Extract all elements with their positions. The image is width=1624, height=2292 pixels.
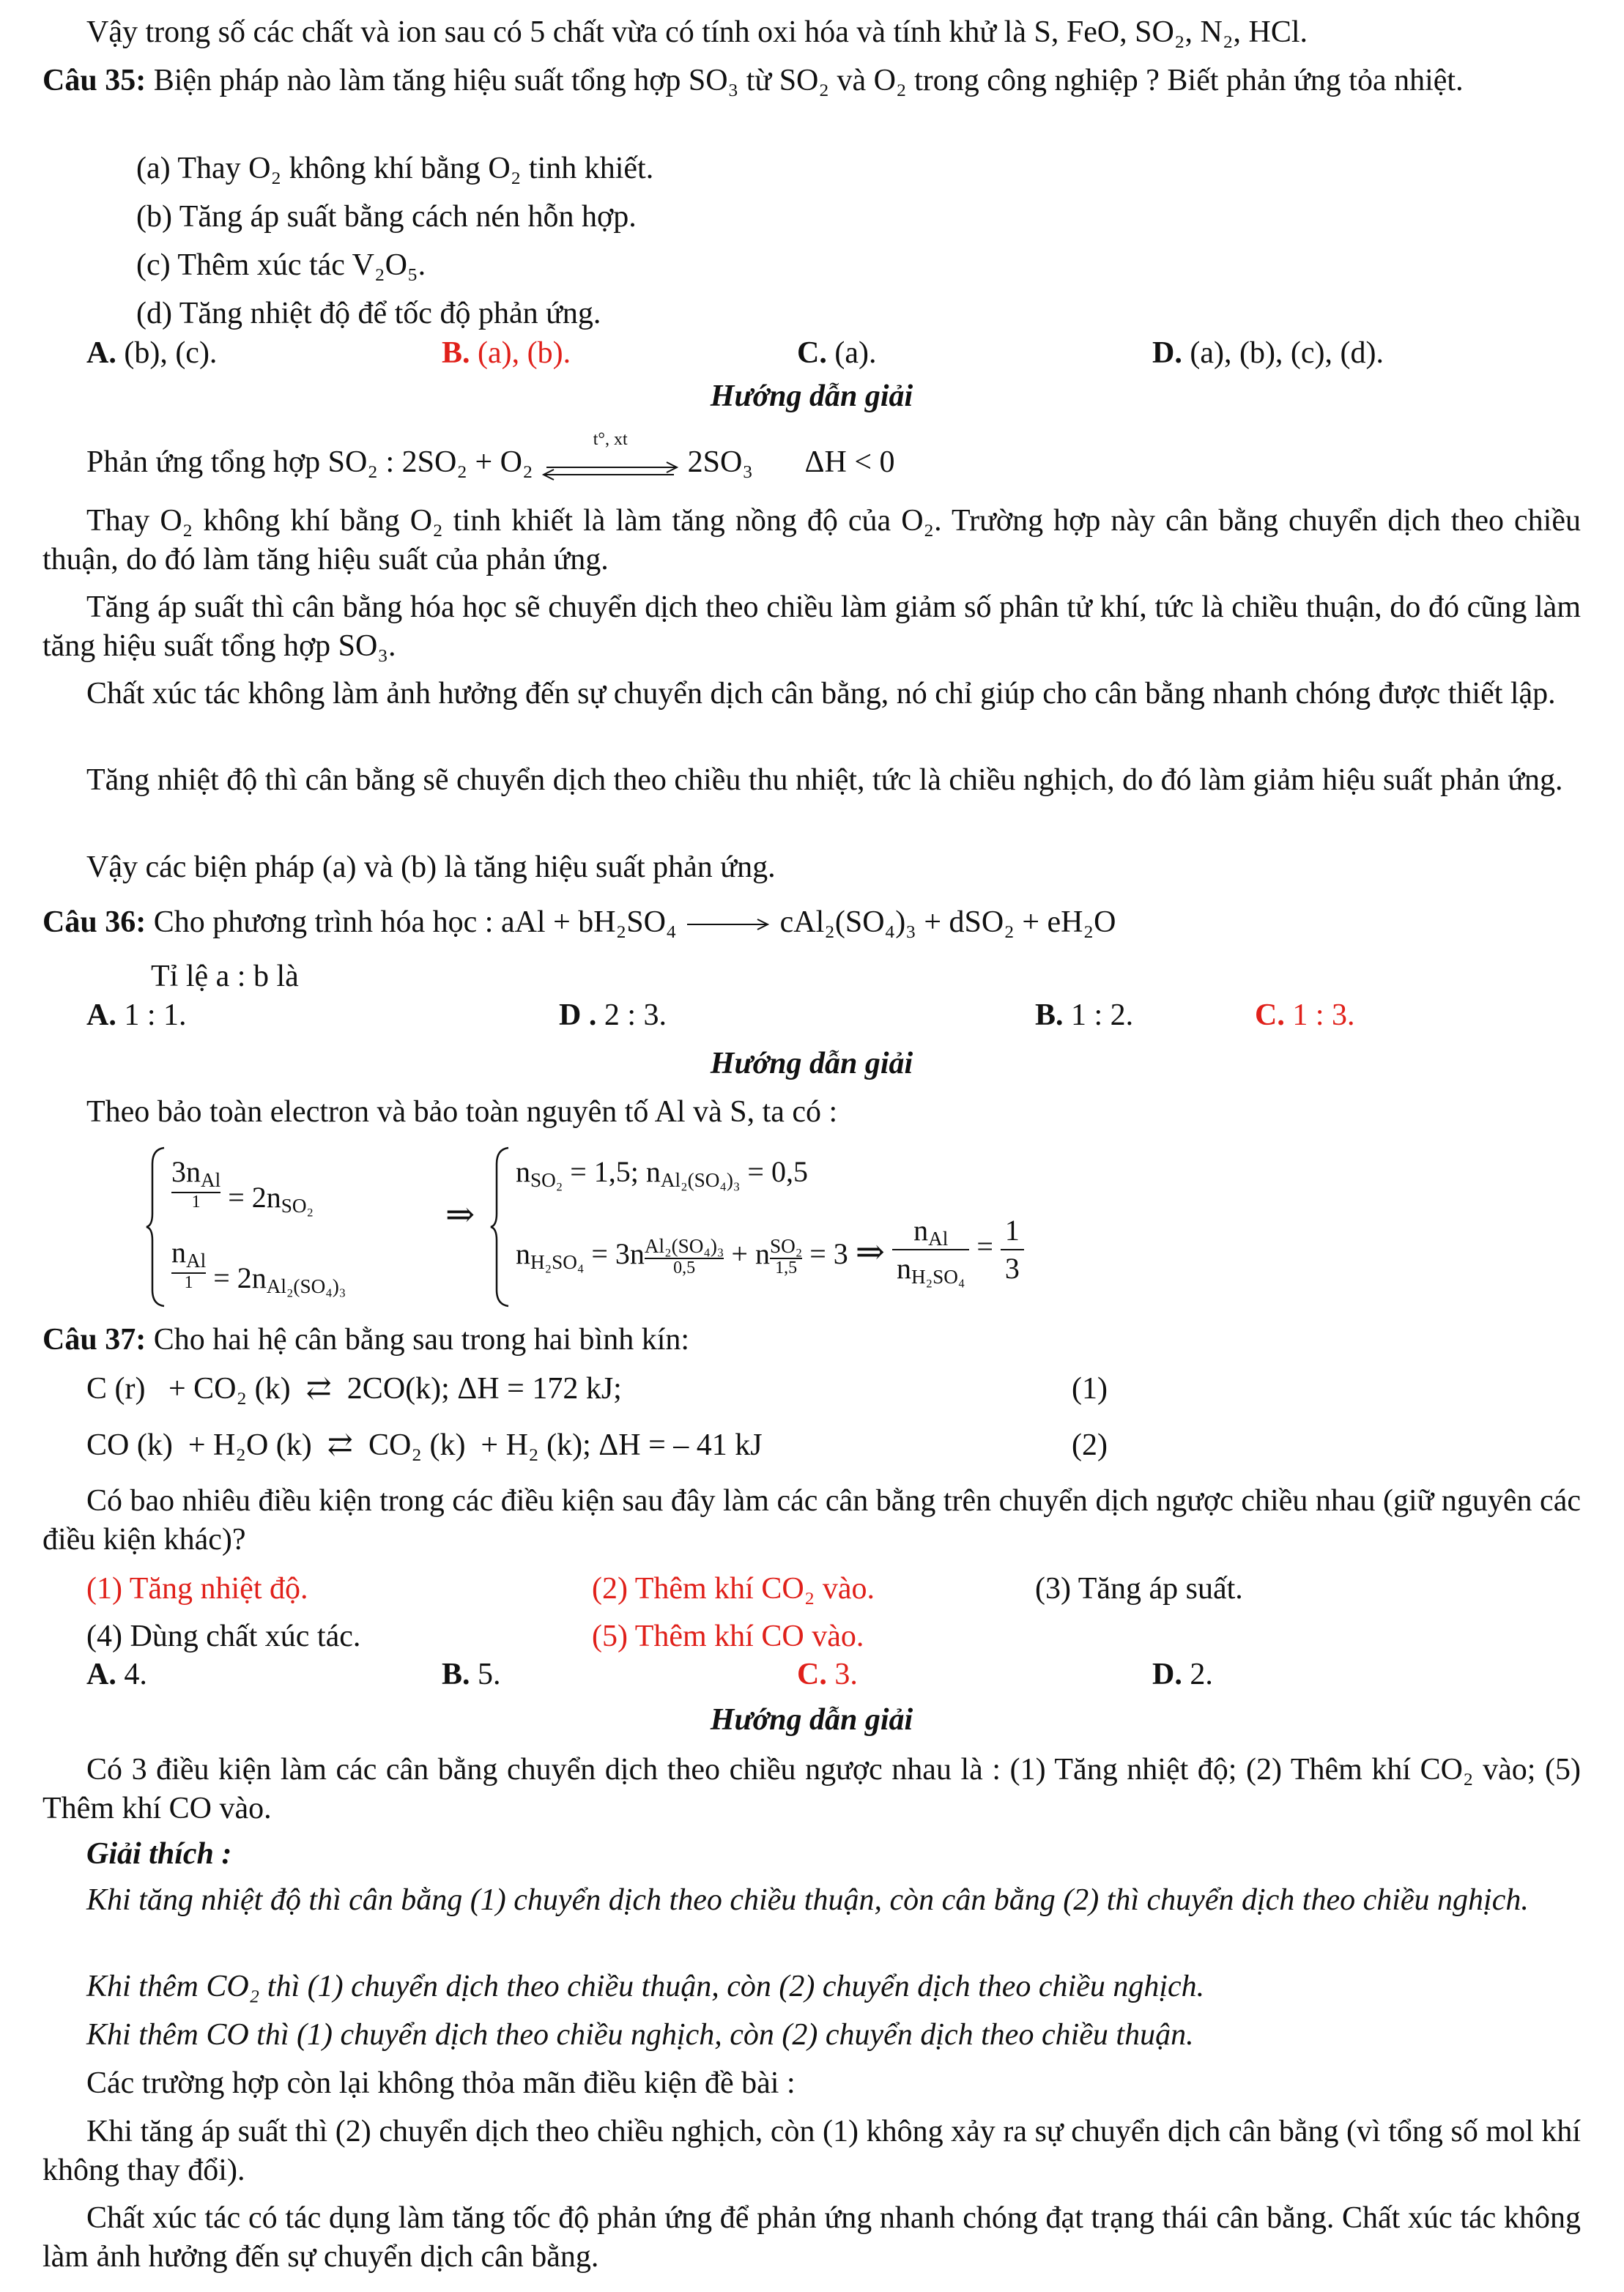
option-letter: C.	[797, 336, 827, 370]
q37-cond-3: (3) Tăng áp suất.	[1035, 1572, 1243, 1606]
reaction-condition: t°, xt	[593, 430, 628, 450]
q35-option-b	[442, 334, 571, 373]
q37-cond-5: (5) Thêm khí CO vào.	[592, 1620, 864, 1653]
q37-eq1-num: (1)	[1072, 1372, 1108, 1406]
left-brace-icon	[145, 1146, 167, 1308]
frac-term: n	[897, 1252, 911, 1285]
mid-sub: SO₂	[769, 1234, 803, 1257]
q37-eq1: C (r) + CO₂ (k) ⇄ 2CO(k); ΔH = 172 kJ;	[86, 1372, 622, 1406]
q36-eq-lhs: aAl + bH₂SO₄	[500, 905, 677, 939]
sys-eq1-lhs	[171, 1154, 220, 1211]
q37-eq2-num: (2)	[1072, 1428, 1108, 1462]
option-text: (a), (b).	[478, 336, 571, 370]
q37-exp2: Khi thêm CO₂ thì (1) chuyển dịch theo chiều thuận, còn (2) chuyển dịch theo chiều nghịch.	[86, 1970, 1205, 2003]
q35-label: Câu 35:	[42, 64, 147, 97]
mid-term: = 1,5; n	[570, 1155, 661, 1188]
mid-term: + n	[731, 1237, 770, 1271]
mid-sub: Al₂(SO₄)₃	[660, 1168, 741, 1191]
option-text: (b), (c).	[124, 336, 218, 370]
reaction-rhs: 2SO₃	[687, 445, 753, 479]
option-text: 5.	[478, 1658, 501, 1691]
q35-item-c: (c) Thêm xúc tác V₂O₅.	[136, 248, 426, 282]
q37-cond-2: (2) Thêm khí CO₂ vào.	[592, 1572, 875, 1606]
q37-exp6: Chất xúc tác có tác dụng làm tăng tốc độ phản ứng để phản ứng nhanh chóng đạt trạng thái cân bằng. Chất xúc tác không làm ảnh hưởng đến sự chuyển dịch cân bằng.	[42, 2201, 1581, 2274]
sys-term: = 2n	[213, 1261, 267, 1294]
mid-term: = 0,5	[747, 1155, 808, 1188]
underbrace-value: 0,5	[645, 1258, 724, 1277]
q36-stem	[42, 903, 1116, 942]
q35-item-d: (d) Tăng nhiệt độ để tốc độ phản ứng.	[136, 297, 601, 330]
q37-exp5: Khi tăng áp suất thì (2) chuyển dịch theo chiều nghịch, còn (1) không xảy ra sự chuyển dịch cân bằng (vì tổng số mol khí không thay đổi).	[42, 2115, 1581, 2187]
q37-text: Cho hai hệ cân bằng sau trong hai bình kín:	[153, 1323, 690, 1357]
option-text: 2.	[1190, 1658, 1213, 1691]
option-letter: C.	[797, 1658, 827, 1691]
frac-term: n	[913, 1214, 929, 1247]
option-text: 1 : 3.	[1292, 998, 1355, 1032]
sys-eq2	[171, 1234, 346, 1297]
q35-option-d	[1152, 334, 1384, 373]
result-fraction	[1001, 1212, 1024, 1287]
sys-term: n	[171, 1236, 186, 1269]
option-letter: B.	[1035, 998, 1064, 1032]
underbrace-value: 1	[171, 1192, 220, 1211]
left-brace-icon	[489, 1146, 511, 1308]
option-text: 3.	[834, 1658, 858, 1691]
q35-guide-title: Hướng dẫn giải	[710, 379, 913, 413]
q37-exp1: Khi tăng nhiệt độ thì cân bằng (1) chuyển dịch theo chiều thuận, còn cân bằng (2) thì chuyển dịch theo chiều nghịch.	[86, 1883, 1529, 1917]
reaction-prefix: Phản ứng tổng hợp SO₂ :	[86, 445, 395, 479]
right-arrow-icon	[684, 916, 772, 933]
mid-term: n	[516, 1237, 530, 1271]
arrow-svg	[541, 460, 680, 482]
q36-label: Câu 36:	[42, 905, 147, 939]
q37-answer: Có 3 điều kiện làm các cân bằng chuyển dịch theo chiều ngược nhau là : (1) Tăng nhiệt độ; (2) Thêm khí CO₂ vào; (5) Thêm khí CO vào.	[42, 1753, 1581, 1825]
mid-eq2	[516, 1214, 1024, 1294]
implies-arrow-2: ⇒	[855, 1233, 885, 1272]
fraction-num	[892, 1212, 969, 1250]
implies-arrow-1: ⇒	[445, 1195, 475, 1234]
mid-term: = 3	[809, 1237, 848, 1271]
option-text: 2 : 3.	[604, 998, 667, 1032]
q36-option-a	[86, 996, 187, 1035]
q36-system	[145, 1146, 1390, 1315]
sys-sub: SO₂	[281, 1194, 314, 1217]
equal-sign: =	[976, 1230, 993, 1264]
q37-question: Có bao nhiêu điều kiện trong các điều kiện sau đây làm các cân bằng trên chuyển dịch ngược chiều nhau (giữ nguyên các điều kiện khác)?	[42, 1484, 1581, 1557]
q37-stem	[42, 1321, 689, 1360]
q35-para4: Tăng nhiệt độ thì cân bằng sẽ chuyển dịch theo chiều thu nhiệt, tức là chiều nghịch, do đó làm giảm hiệu suất phản ứng.	[86, 763, 1563, 797]
mid-eq1	[516, 1154, 808, 1190]
fraction-den	[892, 1250, 969, 1287]
reaction-lhs: 2SO₂ + O₂	[401, 445, 533, 479]
reaction-enthalpy: ΔH < 0	[804, 445, 895, 479]
frac-sub: Al	[928, 1227, 949, 1250]
q37-option-d	[1152, 1655, 1213, 1694]
q36-guide-title: Hướng dẫn giải	[710, 1047, 913, 1080]
underbrace-value: 1	[171, 1272, 206, 1291]
q35-option-a	[86, 334, 217, 373]
option-text: (a).	[834, 336, 877, 370]
intro-line: Vậy trong số các chất và ion sau có 5 chất vừa có tính oxi hóa và tính khử là S, FeO, SO₂, N₂, HCl.	[86, 15, 1308, 49]
result-num: 1	[1001, 1212, 1024, 1250]
sys-term: = 2n	[228, 1181, 281, 1214]
equilibrium-arrow-icon	[541, 430, 680, 475]
sys-sub: Al	[186, 1249, 207, 1272]
sys-eq2-lhs	[171, 1234, 206, 1291]
option-text: 1 : 2.	[1071, 998, 1134, 1032]
sys-eq1	[171, 1154, 314, 1216]
option-text: 1 : 1.	[124, 998, 187, 1032]
option-letter: A.	[86, 1658, 116, 1691]
q37-option-b	[442, 1655, 501, 1694]
q37-option-c	[797, 1655, 858, 1694]
q35-item-a: (a) Thay O₂ không khí bằng O₂ tinh khiết.	[136, 152, 654, 185]
option-letter: A.	[86, 998, 116, 1032]
q36-option-c	[1255, 996, 1355, 1035]
ratio-fraction	[892, 1212, 969, 1287]
option-letter: B.	[442, 1658, 470, 1691]
underbrace-value: 1,5	[770, 1258, 802, 1277]
q35-reaction	[86, 430, 895, 482]
sys-term: 3n	[171, 1155, 201, 1188]
mid-sub: SO₂	[530, 1168, 563, 1191]
q36-eq-rhs: cAl₂(SO₄)₃ + dSO₂ + eH₂O	[779, 905, 1116, 939]
mid-under-1	[645, 1220, 724, 1277]
option-letter: A.	[86, 336, 116, 370]
q35-para2: Tăng áp suất thì cân bằng hóa học sẽ chuyển dịch theo chiều làm giảm số phân tử khí, tức là chiều thuận, do đó cũng làm tăng hiệu suất tổng hợp SO₃.	[42, 590, 1581, 663]
option-letter: D .	[559, 998, 597, 1032]
sys-sub: Al	[201, 1168, 221, 1191]
q36-ratio: Tỉ lệ a : b là	[151, 960, 299, 993]
q37-explain-title: Giải thích :	[86, 1837, 232, 1871]
q35-option-c	[797, 334, 876, 373]
result-den: 3	[1004, 1252, 1020, 1285]
option-letter: C.	[1255, 998, 1285, 1032]
mid-sub: Al₂(SO₄)₃	[644, 1234, 724, 1257]
q36-option-b	[1035, 996, 1133, 1035]
q37-cond-4: (4) Dùng chất xúc tác.	[86, 1620, 361, 1653]
q37-cond-1: (1) Tăng nhiệt độ.	[86, 1572, 308, 1606]
mid-under-2	[770, 1220, 802, 1277]
mid-term: = 3n	[591, 1237, 645, 1271]
q35-item-b: (b) Tăng áp suất bằng cách nén hỗn hợp.	[136, 200, 637, 234]
q37-exp4: Các trường hợp còn lại không thỏa mãn điều kiện đề bài :	[86, 2066, 796, 2100]
q36-text: Cho phương trình hóa học :	[153, 905, 494, 939]
q35-stem	[42, 62, 1581, 100]
q35-text: Biện pháp nào làm tăng hiệu suất tổng hợp SO₃ từ SO₂ và O₂ trong công nghiệp ? Biết phản ứng tỏa nhiệt.	[153, 64, 1464, 97]
option-letter: D.	[1152, 1658, 1182, 1691]
q35-para5: Vậy các biện pháp (a) và (b) là tăng hiệu suất phản ứng.	[86, 850, 776, 884]
option-text: 4.	[124, 1658, 147, 1691]
mid-term: n	[516, 1155, 530, 1188]
option-letter: B.	[442, 336, 470, 370]
sys-sub: Al₂(SO₄)₃	[266, 1275, 346, 1297]
q36-guide-text: Theo bảo toàn electron và bảo toàn nguyên tố Al và S, ta có :	[86, 1095, 838, 1129]
q36-option-d	[559, 996, 667, 1035]
option-text: (a), (b), (c), (d).	[1190, 336, 1384, 370]
mid-sub: H₂SO₄	[530, 1250, 585, 1273]
q37-exp3: Khi thêm CO thì (1) chuyển dịch theo chiều nghịch, còn (2) chuyển dịch theo chiều thuận.	[86, 2018, 1194, 2052]
q37-eq2: CO (k) + H₂O (k) ⇄ CO₂ (k) + H₂ (k); ΔH = – 41 kJ	[86, 1428, 763, 1462]
q37-option-a	[86, 1655, 147, 1694]
option-letter: D.	[1152, 336, 1182, 370]
q37-label: Câu 37:	[42, 1323, 147, 1357]
q37-guide-title: Hướng dẫn giải	[710, 1703, 913, 1737]
q35-para3: Chất xúc tác không làm ảnh hưởng đến sự chuyển dịch cân bằng, nó chỉ giúp cho cân bằng nhanh chóng được thiết lập.	[86, 677, 1556, 711]
frac-sub: H₂SO₄	[911, 1265, 965, 1288]
q35-para1: Thay O₂ không khí bằng O₂ tinh khiết là làm tăng nồng độ của O₂. Trường hợp này cân bằng chuyển dịch theo chiều thuận, do đó làm tăng hiệu suất của phản ứng.	[42, 504, 1581, 576]
